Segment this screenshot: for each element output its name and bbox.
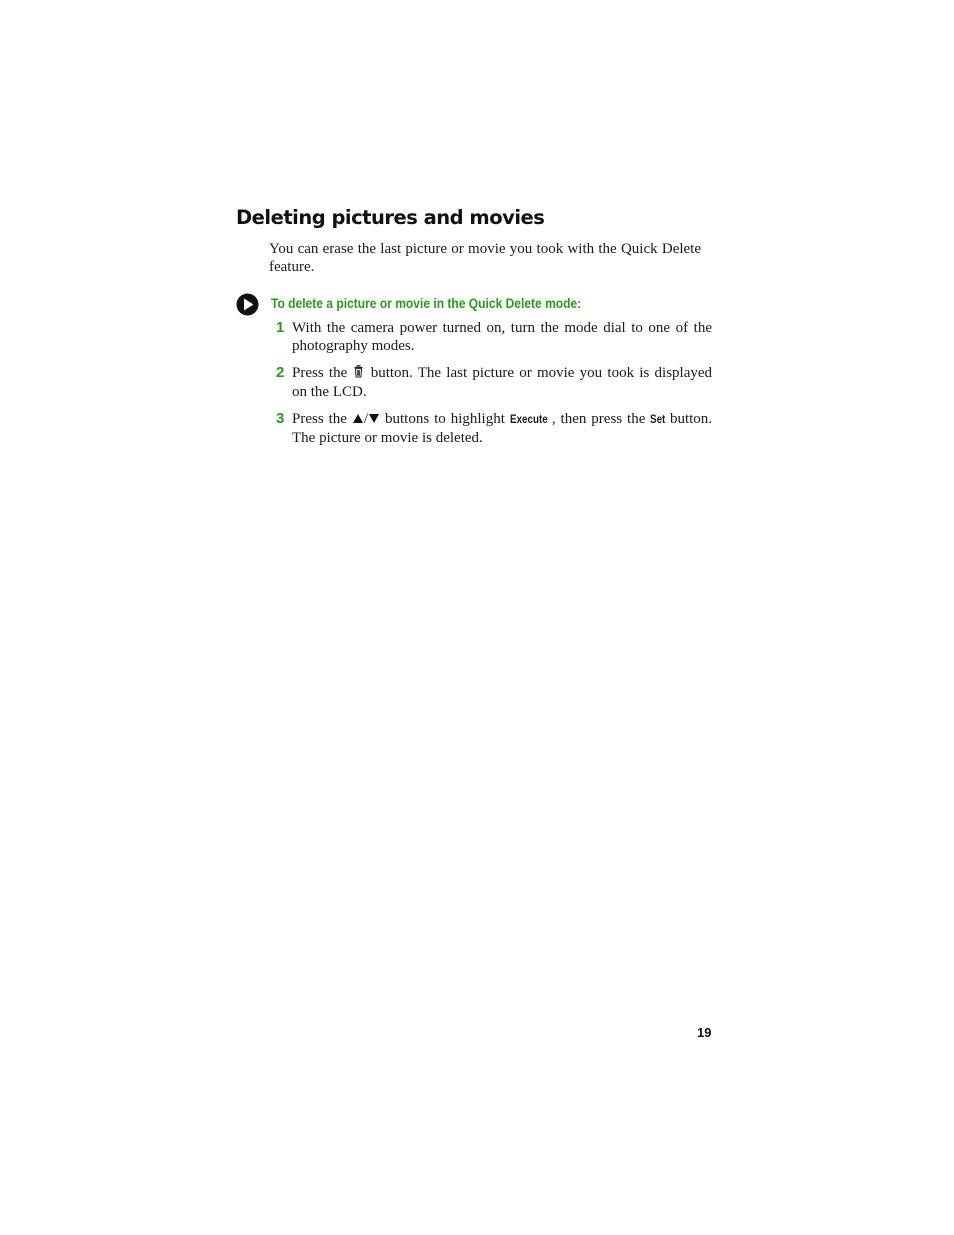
- step-number: 2: [276, 364, 285, 381]
- step-number: 1: [276, 319, 285, 336]
- step-text-after: button. The last picture or movie you took is displayed on the LCD.: [292, 365, 713, 400]
- step-list: [270, 320, 712, 457]
- trash-icon: [352, 365, 365, 384]
- play-arrow-icon: [236, 293, 259, 316]
- intro-paragraph: You can erase the last picture or movie you took with the Quick Delete feature.: [269, 241, 701, 275]
- step-text-before: Press the: [292, 365, 348, 381]
- page-number: 19: [697, 1025, 712, 1040]
- icon-separator: /: [363, 411, 369, 427]
- procedure-header: [236, 292, 582, 316]
- triangle-up-icon: [352, 412, 364, 430]
- step-item: [270, 320, 712, 355]
- ui-term-set: Set: [650, 412, 666, 426]
- step-text-before: Press the: [292, 411, 347, 427]
- step-text: With the camera power turned on, turn the mode dial to one of the photography modes.: [292, 320, 712, 354]
- triangle-down-icon: [368, 412, 380, 430]
- ui-term-execute: Execute: [509, 412, 548, 426]
- step-text-mid: buttons to highlight: [384, 411, 505, 427]
- procedure-title: To delete a picture or movie in the Quick Delete mode:: [271, 295, 582, 311]
- step-item: [270, 365, 712, 401]
- step-text-mid2: , then press the: [551, 411, 646, 427]
- section-heading: Deleting pictures and movies: [236, 206, 545, 229]
- step-text-after: button. The picture or movie is deleted.: [292, 411, 713, 446]
- step-item: [270, 411, 712, 447]
- step-number: 3: [276, 410, 285, 427]
